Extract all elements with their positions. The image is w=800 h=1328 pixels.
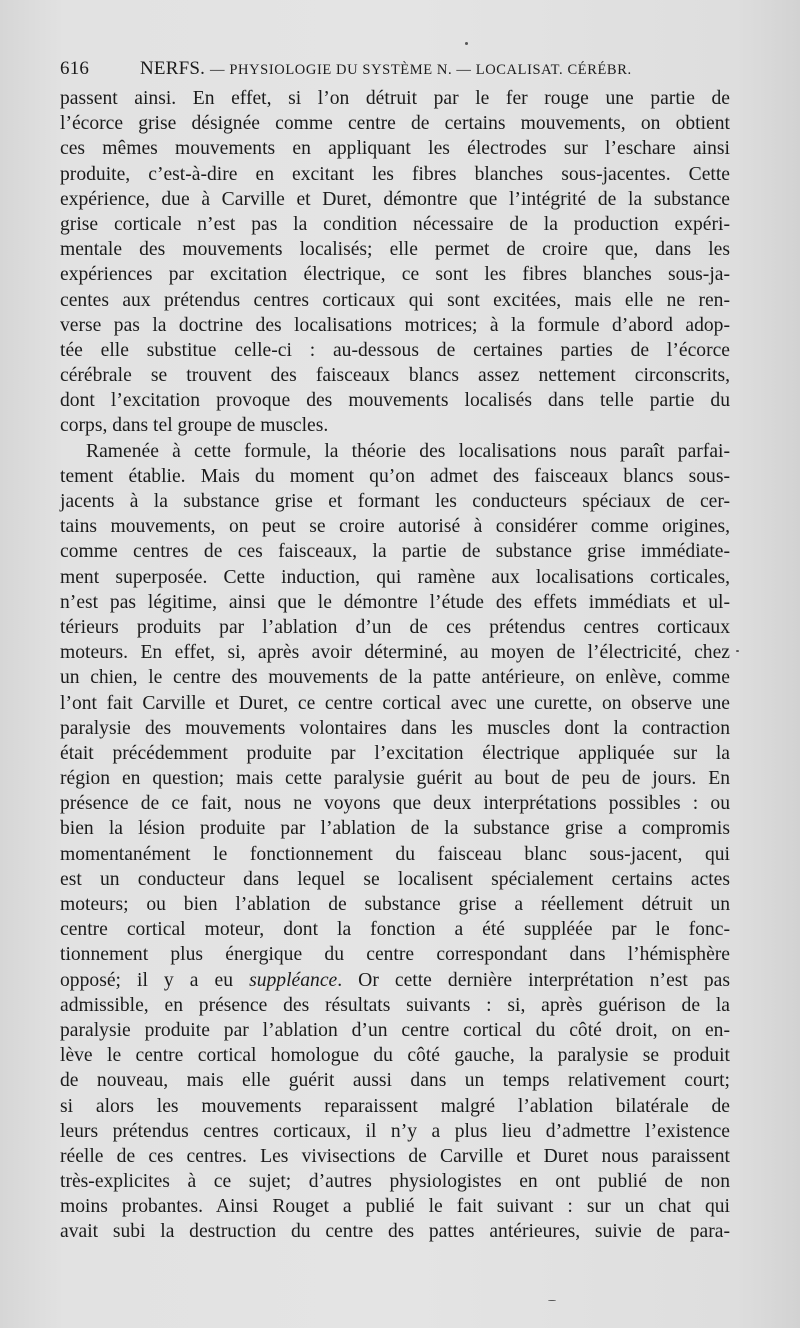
ink-speck (548, 1300, 556, 1301)
text-line: expérience, due à Carville et Duret, démontre que l’intégrité de la substance (60, 188, 730, 210)
text-line: comme centres de ces faisceaux, la partie de substance grise immédiate- (60, 541, 730, 563)
running-header (60, 58, 730, 82)
text-line: moins probantes. Ainsi Rouget a publié le fait suivant : sur un chat qui (60, 1196, 730, 1218)
text-line: tionnement plus énergique du centre correspondant dans l’hémisphère (60, 944, 730, 966)
text-line: l’ont fait Carville et Duret, ce centre cortical avec une curette, on observe une (60, 692, 730, 714)
running-head-rest: — PHYSIOLOGIE DU SYSTÈME N. — LOCALISAT. CÉRÉBR. (210, 62, 632, 78)
text-line: leurs prétendus centres corticaux, il n’y a plus lieu d’admettre l’existence (60, 1120, 730, 1142)
text-line: ment superposée. Cette induction, qui ramène aux localisations corticales, (60, 566, 730, 588)
text-line: térieurs produits par l’ablation d’un de ces prétendus centres corticaux (60, 616, 730, 638)
text-line: corps, dans tel groupe de muscles. (60, 415, 329, 437)
text-line: Ramenée à cette formule, la théorie des localisations nous paraît parfai- (86, 440, 730, 462)
text-line: ces mêmes mouvements en appliquant les électrodes sur l’eschare ainsi (60, 138, 730, 160)
text-line: tement établie. Mais du moment qu’on admet des faisceaux blancs sous- (60, 465, 730, 487)
text-line: expériences par excitation électrique, ce sont les fibres blanches sous-ja- (60, 264, 730, 286)
running-head-main: NERFS. (140, 58, 206, 79)
text-line: grise corticale n’est pas la condition nécessaire de la production expéri- (60, 213, 730, 235)
text-line: paralysie des mouvements volontaires dans les muscles dont la contraction (60, 717, 730, 739)
text-line: momentanément le fonctionnement du faisceau blanc sous-jacent, qui (60, 843, 730, 865)
text-line: passent ainsi. En effet, si l’on détruit par le fer rouge une partie de (60, 88, 730, 109)
page-number: 616 (60, 58, 90, 79)
text-line: tée elle substitue celle-ci : au-dessous de certaines parties de l’écorce (60, 339, 730, 361)
text-line: lève le centre cortical homologue du côté gauche, la paralysie se produit (60, 1045, 730, 1067)
ink-speck (736, 650, 739, 652)
text-line: centes aux prétendus centres corticaux qui sont excitées, mais elle ne ren- (60, 289, 730, 311)
text-line: paralysie produite par l’ablation d’un centre cortical du côté droit, on en- (60, 1019, 730, 1041)
ink-speck (465, 42, 468, 45)
text-line: était précédemment produite par l’excitation électrique appliquée sur la (60, 742, 730, 764)
text-line: verse pas la doctrine des localisations motrices; à la formule d’abord adop- (60, 314, 730, 336)
text-line: présence de ce fait, nous ne voyons que deux interprétations possibles : ou (60, 793, 730, 815)
text-line: moteurs; ou bien l’ablation de substance grise a réellement détruit un (60, 894, 730, 915)
text-line: l’écorce grise désignée comme centre de certains mouvements, on obtient (60, 113, 730, 135)
italic-term: suppléance (249, 969, 338, 991)
text-line: est un conducteur dans lequel se localisent spécialement certains actes (60, 868, 730, 890)
text-line: cérébrale se trouvent des faisceaux blancs assez nettement circonscrits, (60, 365, 730, 387)
text-line: n’est pas légitime, ainsi que le démontre l’étude des effets immédiats et ul- (60, 591, 730, 613)
text-line: admissible, en présence des résultats suivants : si, après guérison de la (60, 994, 730, 1016)
text-line: jacents à la substance grise et formant les conducteurs spéciaux de cer- (60, 491, 730, 512)
text-line: de nouveau, mais elle guérit aussi dans un temps relativement court; (60, 1070, 730, 1092)
text-line: région en question; mais cette paralysie guérit au bout de peu de jours. En (60, 768, 730, 790)
text-segment: opposé; il y a eu (60, 969, 250, 991)
text-line: centre cortical moteur, dont la fonction a été suppléée par le fonc- (60, 919, 730, 941)
text-line: tains mouvements, on peut se croire autorisé à considérer comme origines, (60, 516, 730, 538)
text-line: mentale des mouvements localisés; elle permet de croire que, dans les (60, 239, 730, 261)
text-line: un chien, le centre des mouvements de la patte antérieure, on enlève, comme (60, 667, 730, 689)
running-head (140, 58, 632, 80)
text-line: si alors les mouvements reparaissent malgré l’ablation bilatérale de (60, 1095, 730, 1117)
text-line: réelle de ces centres. Les vivisections de Carville et Duret nous paraissent (60, 1145, 730, 1167)
text-line: dont l’excitation provoque des mouvements localisés dans telle partie du (60, 390, 730, 412)
body-text (60, 86, 730, 1245)
text-line: très-explicites à ce sujet; d’autres physiologistes en ont publié de non (60, 1171, 730, 1193)
text-line (60, 968, 730, 993)
text-segment: . Or cette dernière interprétation n’est pas (337, 969, 730, 991)
text-line: produite, c’est-à-dire en excitant les fibres blanches sous-jacentes. Cette (60, 163, 730, 185)
text-line: bien la lésion produite par l’ablation de la substance grise a compromis (60, 818, 730, 840)
text-line: avait subi la destruction du centre des pattes antérieures, suivie de para- (60, 1221, 730, 1243)
text-line: moteurs. En effet, si, après avoir déterminé, au moyen de l’électricité, chez (60, 642, 730, 664)
